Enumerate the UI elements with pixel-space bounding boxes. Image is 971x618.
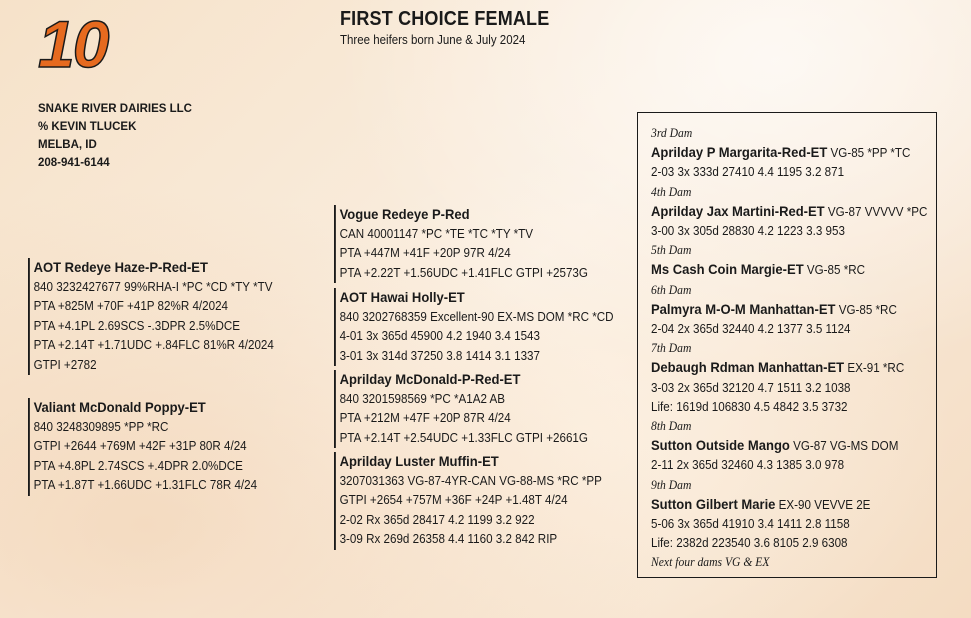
page-title: FIRST CHOICE FEMALE bbox=[340, 8, 550, 30]
mgs-block bbox=[28, 398, 257, 496]
generation-label: 3rd Dam bbox=[651, 126, 693, 140]
dam-classification: VG-85 *RC bbox=[835, 302, 897, 317]
mgs-line: PTA +4.8PL 2.74SCS +.4DPR 2.0%DCE bbox=[33, 458, 243, 473]
header bbox=[340, 8, 573, 47]
dam-classification: VG-85 *RC bbox=[803, 263, 866, 278]
generation-label: 6th Dam bbox=[651, 282, 692, 297]
dam-classification: EX-91 *RC bbox=[844, 361, 905, 376]
pgs-line: PTA +2.22T +1.56UDC +1.41FLC GTPI +2573G bbox=[339, 265, 588, 280]
dam-classification: VG-85 *PP *TC bbox=[827, 146, 911, 161]
sire-name: AOT Redeye Haze-P-Red-ET bbox=[33, 259, 208, 275]
dam-entry-4 bbox=[651, 183, 928, 242]
pgs-line: PTA +447M +41F +20P 97R 4/24 bbox=[339, 246, 511, 260]
dam-name: Sutton Gilbert Marie bbox=[651, 495, 776, 512]
pgd-block bbox=[334, 288, 614, 366]
consignor-phone: 208-941-6144 bbox=[38, 157, 110, 169]
consignor-location: MELBA, ID bbox=[38, 139, 97, 151]
dam-classification: VG-87 VVVVV *PC bbox=[824, 204, 928, 219]
consignor-name: SNAKE RIVER DAIRIES LLC bbox=[38, 103, 192, 115]
dam-entry-7 bbox=[651, 339, 916, 417]
generation-label: 9th Dam bbox=[651, 477, 692, 492]
dam-name: Palmyra M-O-M Manhattan-ET bbox=[651, 300, 836, 317]
mgs-line: 840 3248309895 *PP *RC bbox=[33, 419, 169, 434]
dam-classification: EX-90 VEVVE 2E bbox=[775, 497, 871, 512]
lot-number: 10 bbox=[38, 7, 108, 81]
consignor-contact: % KEVIN TLUCEK bbox=[38, 121, 137, 133]
sire-block bbox=[28, 258, 274, 375]
generation-label: 5th Dam bbox=[651, 243, 692, 258]
granddam-line: 2-02 Rx 365d 28417 4.2 1199 3.2 922 bbox=[339, 512, 535, 527]
generation-label: 4th Dam bbox=[651, 184, 692, 199]
dam-name: Aprilday McDonald-P-Red-ET bbox=[339, 371, 521, 387]
pgd-line: 840 3202768359 Excellent-90 EX-MS DOM *RC *CD bbox=[339, 309, 614, 324]
mgs-name: Valiant McDonald Poppy-ET bbox=[33, 399, 206, 415]
dam-entry-9 bbox=[651, 476, 916, 554]
granddam-line: 3207031363 VG-87-4YR-CAN VG-88-MS *RC *PP bbox=[339, 473, 602, 488]
footer-note: Next four dams VG & EX bbox=[651, 555, 770, 570]
pgd-line: 3-01 3x 314d 37250 3.8 1414 3.1 1337 bbox=[339, 348, 540, 363]
dam-family-box bbox=[637, 112, 937, 578]
generation-label: 8th Dam bbox=[651, 419, 692, 434]
dam-classification: VG-87 VG-MS DOM bbox=[789, 439, 899, 454]
mgs-line: GTPI +2644 +769M +42F +31P 80R 4/24 bbox=[33, 439, 247, 453]
dam-entry-6 bbox=[651, 281, 916, 340]
generation-label: 7th Dam bbox=[651, 341, 692, 356]
sire-line: 840 3232427677 99%RHA-I *PC *CD *TY *TV bbox=[33, 279, 273, 294]
dam-block bbox=[334, 370, 588, 448]
dam-entry-5 bbox=[651, 241, 916, 280]
dam-record: 2-11 2x 365d 32460 4.3 1385 3.0 978 bbox=[651, 458, 845, 473]
dam-name: Ms Cash Coin Margie-ET bbox=[651, 261, 804, 278]
page-subtitle: Three heifers born June & July 2024 bbox=[340, 33, 526, 47]
dam-line: PTA +2.14T +2.54UDC +1.33FLC GTPI +2661G bbox=[339, 430, 588, 445]
pgd-line: 4-01 3x 365d 45900 4.2 1940 3.4 1543 bbox=[339, 329, 540, 343]
pgd-name: AOT Hawai Holly-ET bbox=[339, 289, 465, 305]
dam-name: Sutton Outside Mango bbox=[651, 437, 790, 454]
dam-record: 5-06 3x 365d 41910 3.4 1411 2.8 1158 bbox=[651, 517, 850, 532]
sire-line: PTA +4.1PL 2.69SCS -.3DPR 2.5%DCE bbox=[33, 318, 241, 333]
granddam-line: GTPI +2654 +757M +36F +24P +1.48T 4/24 bbox=[339, 493, 568, 507]
dam-line: PTA +212M +47F +20P 87R 4/24 bbox=[339, 411, 511, 425]
granddam-block bbox=[334, 452, 602, 550]
dam-name: Aprilday Jax Martini-Red-ET bbox=[651, 202, 825, 219]
dam-lifetime-record: Life: 2382d 223540 3.6 8105 2.9 6308 bbox=[651, 536, 848, 551]
consignor-info bbox=[38, 100, 192, 172]
sire-line: PTA +2.14T +1.71UDC +.84FLC 81%R 4/2024 bbox=[33, 338, 274, 352]
granddam-name: Aprilday Luster Muffin-ET bbox=[339, 453, 499, 469]
pgs-name: Vogue Redeye P-Red bbox=[339, 206, 470, 222]
dam-entry-8 bbox=[651, 417, 916, 476]
granddam-line: 3-09 Rx 269d 26358 4.4 1160 3.2 842 RIP bbox=[339, 532, 558, 546]
dam-name: Aprilday P Margarita-Red-ET bbox=[651, 144, 828, 161]
pgs-block bbox=[334, 205, 588, 283]
dam-record: 2-03 3x 333d 27410 4.4 1195 3.2 871 bbox=[651, 165, 845, 180]
pgs-line: CAN 40001147 *PC *TE *TC *TY *TV bbox=[339, 226, 533, 241]
mgs-line: PTA +1.87T +1.66UDC +1.31FLC 78R 4/24 bbox=[33, 478, 258, 492]
sire-line: GTPI +2782 bbox=[33, 357, 97, 372]
dam-record: 2-04 2x 365d 32440 4.2 1377 3.5 1124 bbox=[651, 322, 851, 337]
sire-line: PTA +825M +70F +41P 82%R 4/2024 bbox=[33, 299, 229, 313]
dam-name: Debaugh Rdman Manhattan-ET bbox=[651, 359, 845, 376]
dam-record: 3-03 2x 365d 32120 4.7 1511 3.2 1038 bbox=[651, 380, 851, 395]
dam-line: 840 3201598569 *PC *A1A2 AB bbox=[339, 391, 506, 406]
dam-lifetime-record: Life: 1619d 106830 4.5 4842 3.5 3732 bbox=[651, 399, 848, 414]
dam-entry-3 bbox=[651, 124, 916, 183]
dam-record: 3-00 3x 305d 28830 4.2 1223 3.3 953 bbox=[651, 224, 845, 239]
